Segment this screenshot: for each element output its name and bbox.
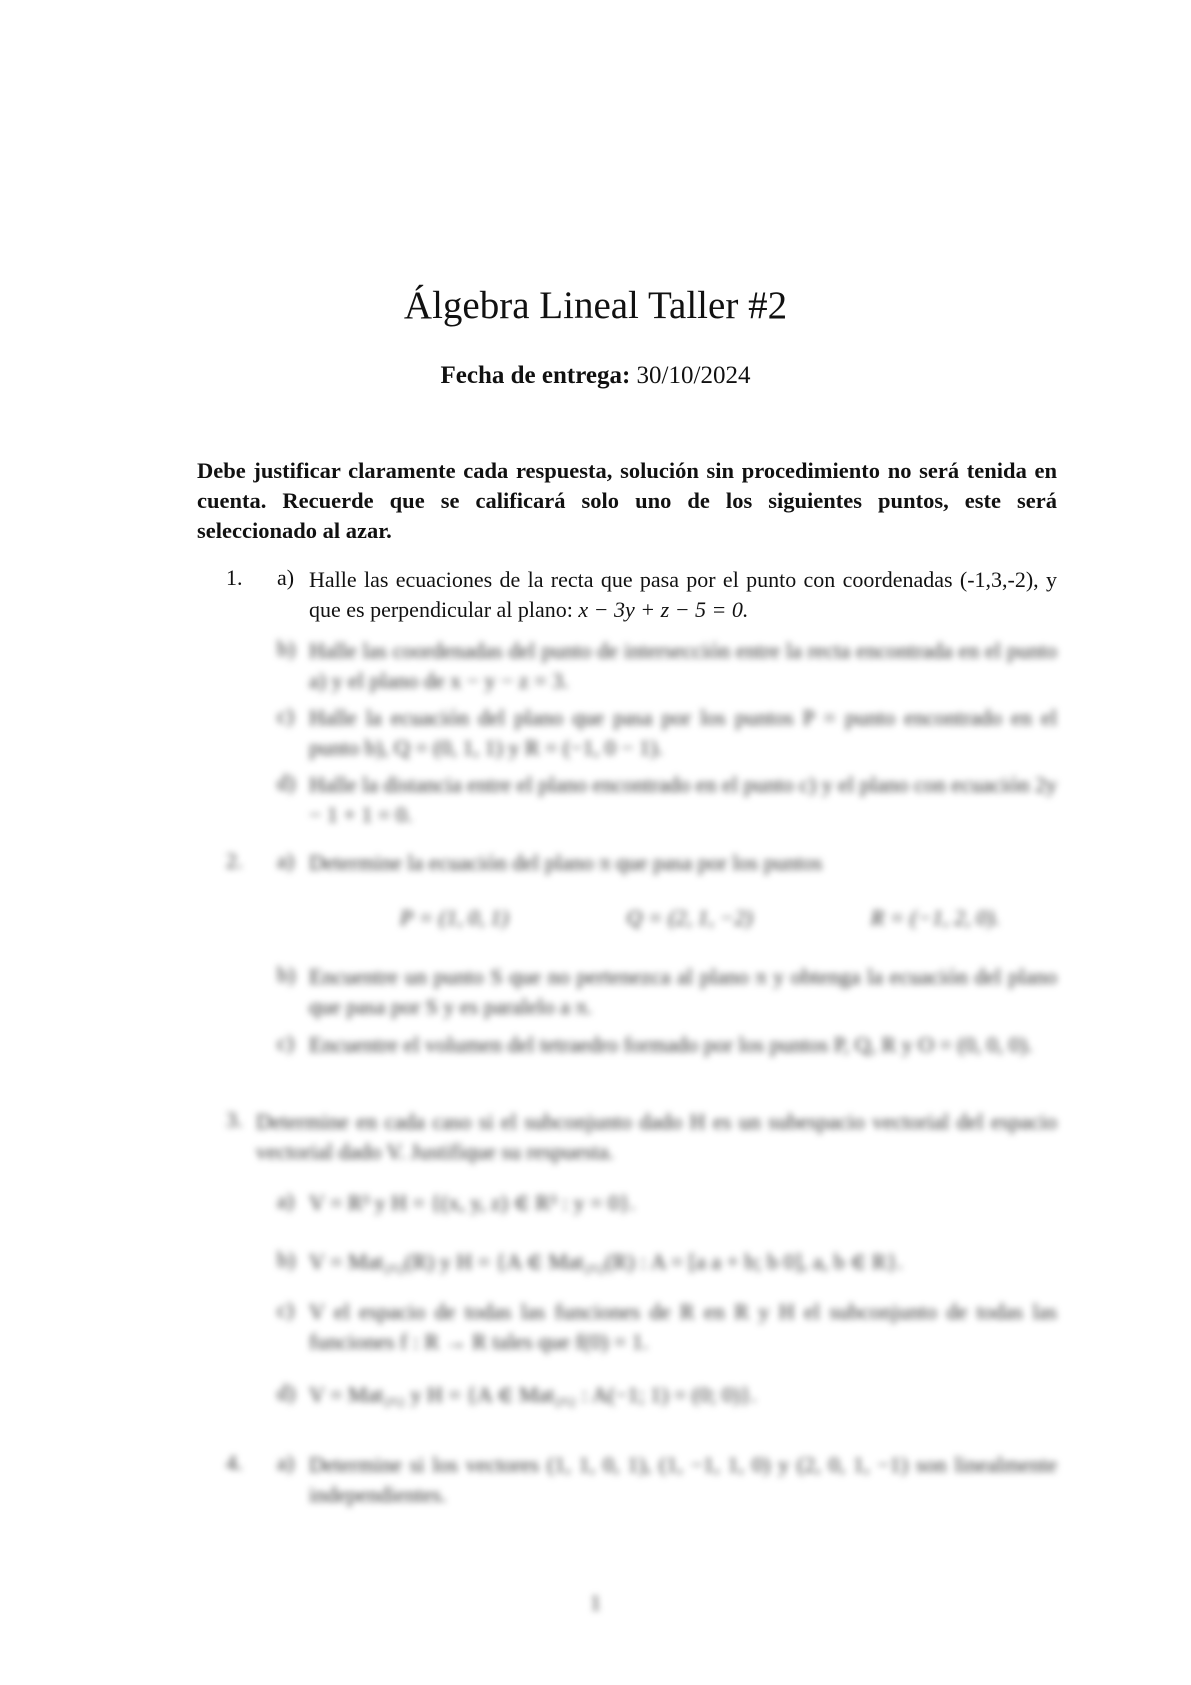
problem-2a-text: Determine la ecuación del plano π que pasa por los puntos (309, 850, 823, 875)
item-label: d) (277, 1380, 296, 1405)
due-date-line (0, 362, 1191, 390)
problem-number: 1. (226, 565, 243, 590)
plane-equation: x − 3y + z − 5 = 0. (578, 597, 749, 622)
item-label: a) (277, 1450, 295, 1475)
problem-number: 4. (226, 1450, 243, 1475)
problem-1a-prose: Halle las ecuaciones de la recta que pasa por el punto con coordenadas (-1,3,-2), y que es perpendicular al plano: (309, 567, 1057, 622)
item-label: b) (277, 962, 296, 987)
item-label: a) (277, 1188, 295, 1213)
instructions-paragraph: Debe justificar claramente cada respuesta, solución sin procedimiento no será tenida en cuenta. Recuerde que se calificará solo uno de los siguientes puntos, este será seleccionado al azar. (197, 458, 1057, 543)
problem-1b-text: Halle las coordenadas del punto de intersección entre la recta encontrada en el punto a) y el plano de x − y − z = 3. (309, 638, 1057, 693)
problem-1a-text (309, 565, 1057, 625)
problem-3a-text: V = R³ y H = {(x, y, z) ∈ R³ : y = 0}. (309, 1190, 636, 1215)
problem-1d-text: Halle la distancia entre el plano encontrado en el punto c) y el plano con ecuación 2y − 1 + 1 = 0. (309, 772, 1057, 827)
item-label: a) (277, 565, 295, 590)
page-number: 1 (590, 1590, 601, 1615)
item-label: b) (277, 1247, 296, 1272)
problem-1c-text: Halle la ecuación del plano que pasa por los puntos P = punto encontrado en el punto b), Q = (0, 1, 1) y R = (−1, 0 − 1). (309, 705, 1057, 760)
problem-3c-text: V el espacio de todas las funciones de R en R y H el subconjunto de todas las funciones f : R → R tales que f(0) = 1. (309, 1299, 1057, 1354)
point-r: R = (−1, 2, 0). (870, 905, 1000, 930)
item-label: a) (277, 848, 295, 873)
problem-number: 3. (226, 1107, 243, 1132)
item-label: d) (277, 770, 296, 795)
item-label: b) (277, 636, 296, 661)
item-label: c) (277, 1030, 295, 1055)
point-q: Q = (2, 1, −2) (626, 905, 753, 930)
problem-4a-text: Determine si los vectores (1, 1, 0, 1), (1, −1, 1, 0) y (2, 0, 1, −1) son linealmente independientes. (309, 1452, 1057, 1507)
problem-3d-text: V = Mat₂ₓ₂ y H = {A ∈ Mat₂ₓ₂ : A(−1; 1) = (0; 0)}. (309, 1382, 757, 1407)
problem-number: 2. (226, 848, 243, 873)
problem-2b-text: Encuentre un punto S que no pertenezca al plano π y obtenga la ecuación del plano que pasa por S y es paralelo a π. (309, 964, 1057, 1019)
points-row (400, 905, 1000, 931)
problem-3b-text: V = Mat₂ₓ₂(R) y H = {A ∈ Mat₂ₓ₂(R) : A = [a a + b; b 0], a, b ∈ R}. (309, 1249, 903, 1274)
due-date-value: 30/10/2024 (636, 362, 751, 389)
item-label: c) (277, 703, 295, 728)
point-p: P = (1, 0, 1) (400, 905, 509, 930)
due-date-label: Fecha de entrega: (440, 362, 631, 389)
problem-3-intro: Determine en cada caso si el subconjunto dado H es un subespacio vectorial del espacio vectorial dado V. Justifique su respuesta. (256, 1109, 1057, 1164)
problem-2c-text: Encuentre el volumen del tetraedro formado por los puntos P, Q, R y O = (0, 0, 0). (309, 1032, 1033, 1057)
document-title: Álgebra Lineal Taller #2 (403, 284, 788, 327)
item-label: c) (277, 1297, 295, 1322)
